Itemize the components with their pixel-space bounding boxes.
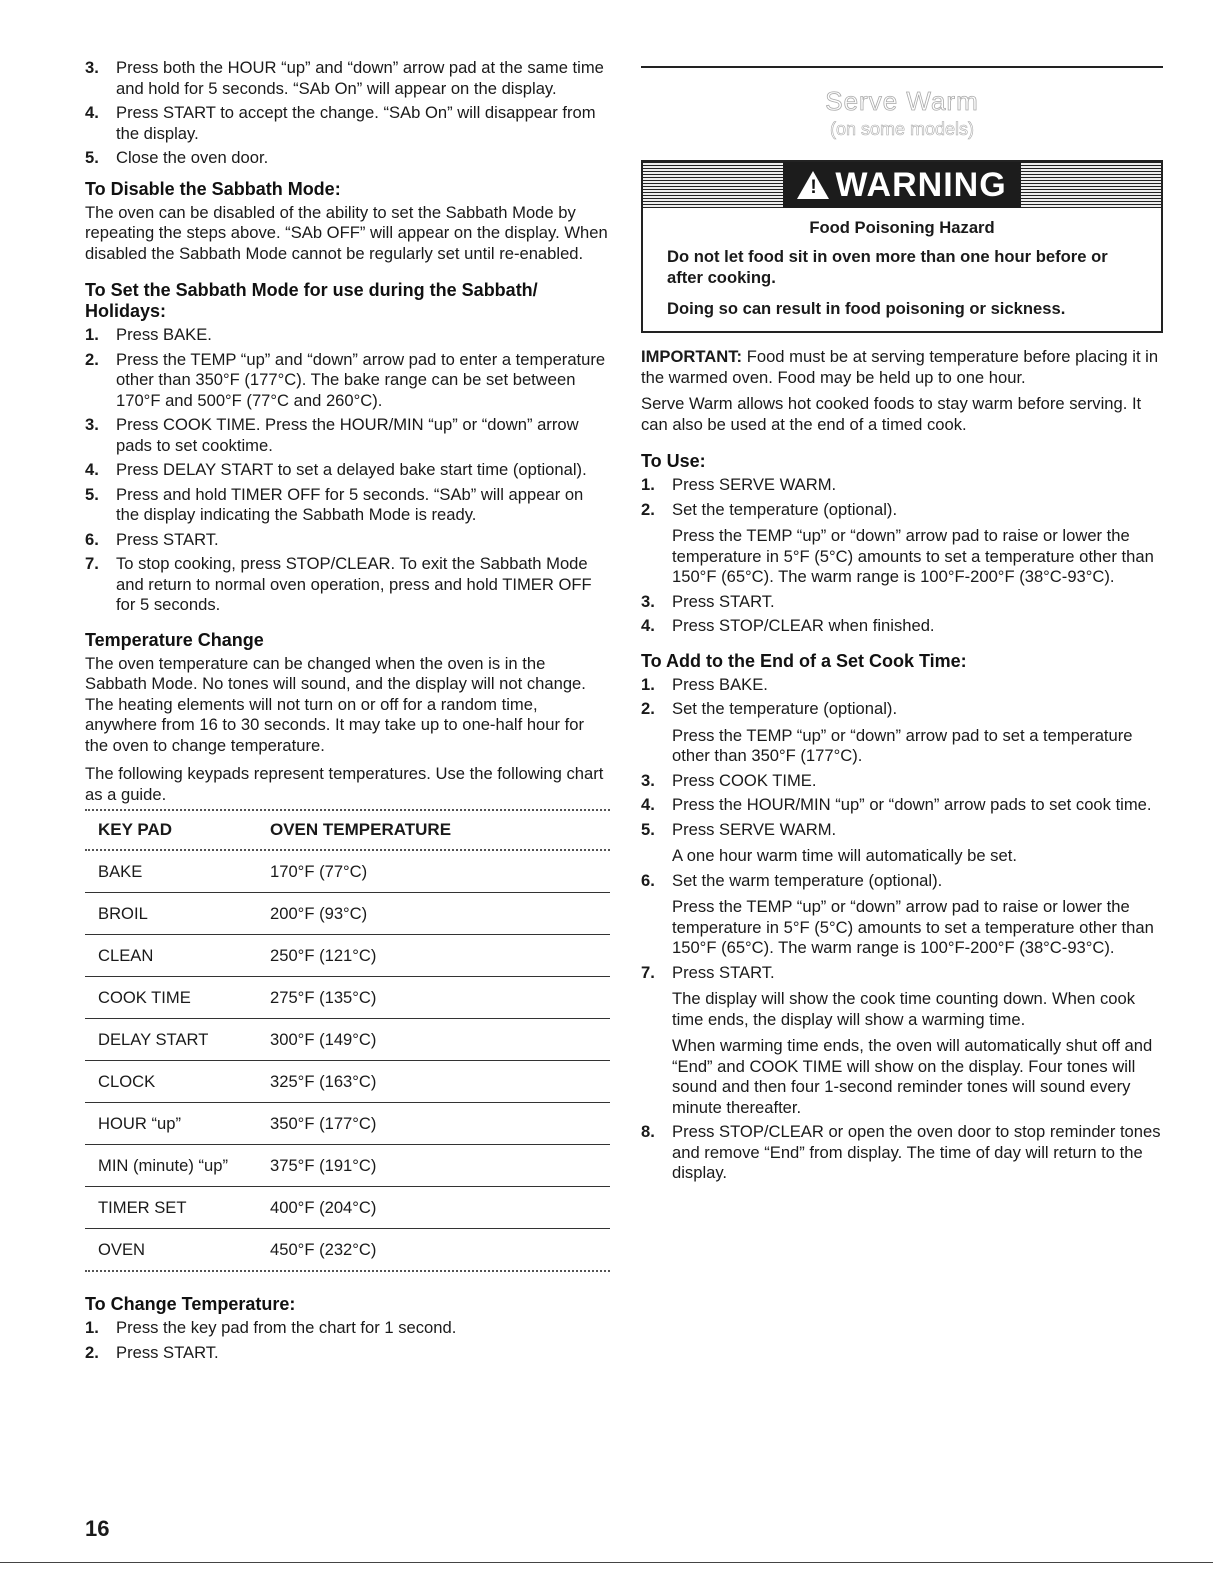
step-item <box>85 415 610 456</box>
temp-change-text: The oven temperature can be changed when the oven is in the Sabbath Mode. No tones will sound, and the display will not change. The heating elements will not turn on or off for a random time, anywhere from 16 to 30 seconds. It may take up to one-half hour for the oven to change temperature. <box>85 653 586 755</box>
step-text: Set the temperature (optional). <box>672 699 898 718</box>
temperature-cell: 325°F (163°C) <box>270 1071 377 1091</box>
col-temperature-header: OVEN TEMPERATURE <box>270 820 452 839</box>
temp-chart-intro: The following keypads represent temperatures. Use the following chart as a guide. <box>85 764 604 804</box>
col-keypad-header: KEY PAD <box>98 820 173 839</box>
set-mode-steps <box>85 325 610 616</box>
bottom-rule <box>0 1562 1213 1563</box>
step-text: Press SERVE WARM. <box>672 819 837 839</box>
step-text: Press the key pad from the chart for 1 second. <box>116 1318 457 1337</box>
step-number: 7. <box>85 554 99 573</box>
temperature-cell: 400°F (204°C) <box>270 1197 377 1217</box>
step-number: 3. <box>85 58 99 77</box>
to-use-heading: To Use: <box>641 451 706 471</box>
step-item <box>85 148 610 169</box>
step-number: 1. <box>641 475 655 494</box>
section-rule <box>641 66 1163 68</box>
temperature-cell: 450°F (232°C) <box>270 1239 377 1259</box>
step-text: Press COOK TIME. Press the HOUR/MIN “up” or “down” arrow pads to set cooktime. <box>116 415 579 455</box>
step-item <box>85 103 610 144</box>
step-text: Press BAKE. <box>672 674 768 694</box>
step-text: Press STOP/CLEAR when finished. <box>672 616 935 635</box>
change-temp-steps <box>85 1318 610 1363</box>
step-text: Press the TEMP “up” and “down” arrow pad to enter a temperature other than 350°F (177°C). The bake range can be set between 170°F and 500°F (77°C and 260°C). <box>116 349 606 410</box>
set-mode-heading: To Set the Sabbath Mode for use during the Sabbath/ Holidays: <box>85 280 538 321</box>
important-text: Food must be at serving temperature before placing it in the warmed oven. Food may be held up to one hour. <box>641 347 1159 387</box>
step-number: 2. <box>641 499 655 519</box>
temperature-cell: 300°F (149°C) <box>270 1029 377 1049</box>
step-text: Press COOK TIME. <box>672 770 817 790</box>
step-number: 8. <box>641 1122 655 1141</box>
step-text: Press the HOUR/MIN “up” or “down” arrow pads to set cook time. <box>672 795 1152 814</box>
table-row <box>85 1061 610 1103</box>
keypad-temperature-table <box>85 809 610 1272</box>
step-number: 5. <box>85 484 99 504</box>
temperature-cell: 200°F (93°C) <box>270 903 368 923</box>
step-item <box>85 58 610 99</box>
step-item <box>85 350 610 412</box>
important-label: IMPORTANT: <box>641 347 743 366</box>
warning-banner <box>643 162 1161 208</box>
step-item <box>85 530 610 551</box>
serve-warm-intro: Serve Warm allows hot cooked foods to stay warm before serving. It can also be used at the end of a timed cook. <box>641 394 1142 434</box>
table-body <box>85 851 610 1272</box>
step-number: 3. <box>85 415 99 434</box>
step-item <box>641 699 1163 767</box>
keypad-cell: CLOCK <box>98 1071 156 1091</box>
step-text: Close the oven door. <box>116 148 269 167</box>
table-row <box>85 1103 610 1145</box>
warning-line-1: Do not let food sit in oven more than one hour before or after cooking. <box>667 247 1108 287</box>
step-item <box>85 1343 610 1364</box>
step-number: 1. <box>85 325 99 344</box>
step-text: Press BAKE. <box>116 325 212 344</box>
step-number: 3. <box>641 591 655 611</box>
keypad-cell: BAKE <box>98 861 143 881</box>
table-row <box>85 893 610 935</box>
table-row <box>85 851 610 893</box>
step-item <box>641 963 1163 1119</box>
step-item <box>85 1318 610 1339</box>
step-number: 4. <box>85 103 99 122</box>
step-text: Press START. <box>672 962 775 982</box>
step-number: 4. <box>85 460 99 479</box>
step-item <box>85 485 610 526</box>
step-text: Press DELAY START to set a delayed bake start time (optional). <box>116 460 587 479</box>
step-item <box>641 500 1163 588</box>
table-row <box>85 1187 610 1229</box>
step-number: 1. <box>85 1318 99 1337</box>
table-header <box>85 809 610 851</box>
table-row <box>85 1019 610 1061</box>
step-detail: Press the TEMP “up” or “down” arrow pad to raise or lower the temperature in 5°F (5°C) amounts to set a temperature other than 150°F (65°C). The warm range is 100°F-200°F (38°C-93°C). <box>672 526 1154 586</box>
add-end-steps <box>641 675 1163 1184</box>
table-row <box>85 977 610 1019</box>
keypad-cell: TIMER SET <box>98 1197 187 1217</box>
step-item <box>641 795 1163 816</box>
step-item <box>641 820 1163 867</box>
step-item <box>641 592 1163 613</box>
temperature-cell: 350°F (177°C) <box>270 1113 377 1133</box>
step-number: 4. <box>641 795 655 814</box>
left-column <box>85 58 610 1367</box>
table-row <box>85 1145 610 1187</box>
step-text: Press START. <box>672 591 775 611</box>
table-row <box>85 1229 610 1272</box>
step-number: 4. <box>641 616 655 635</box>
step-item <box>641 475 1163 496</box>
keypad-cell: OVEN <box>98 1239 146 1259</box>
warning-triangle-icon <box>797 171 829 199</box>
warning-box <box>641 160 1163 333</box>
step-text: Press START. <box>116 1342 219 1362</box>
step-text: Press both the HOUR “up” and “down” arrow pad at the same time and hold for 5 seconds. “SAb On” will appear on the display. <box>116 58 604 98</box>
step-item <box>641 675 1163 696</box>
step-number: 6. <box>85 529 99 549</box>
step-text: Set the temperature (optional). <box>672 499 898 519</box>
step-number: 3. <box>641 770 655 790</box>
temperature-cell: 250°F (121°C) <box>270 945 377 965</box>
keypad-cell: BROIL <box>98 903 148 923</box>
step-text: Press STOP/CLEAR or open the oven door to stop reminder tones and remove “End” from display. The time of day will return to the display. <box>672 1122 1161 1182</box>
step-text: Press and hold TIMER OFF for 5 seconds. “SAb” will appear on the display indicating the Sabbath Mode is ready. <box>116 484 584 524</box>
step-number: 1. <box>641 674 655 694</box>
step-number: 2. <box>641 699 655 718</box>
step-item <box>85 554 610 616</box>
step-detail: The display will show the cook time counting down. When cook time ends, the display will show a warming time. <box>672 989 1136 1029</box>
keypad-cell: DELAY START <box>98 1029 209 1049</box>
warning-word: WARNING <box>835 165 1007 204</box>
temperature-cell: 275°F (135°C) <box>270 987 377 1007</box>
to-use-steps <box>641 475 1163 637</box>
right-column <box>641 66 1163 1188</box>
step-item <box>641 616 1163 637</box>
temperature-cell: 170°F (77°C) <box>270 861 368 881</box>
table-row <box>85 935 610 977</box>
keypad-cell: HOUR “up” <box>98 1113 181 1133</box>
keypad-cell: COOK TIME <box>98 987 191 1007</box>
step-number: 5. <box>85 148 99 167</box>
temp-change-heading: Temperature Change <box>85 629 264 650</box>
temperature-cell: 375°F (191°C) <box>270 1155 377 1175</box>
step-number: 5. <box>641 819 655 839</box>
serve-warm-title: Serve Warm <box>825 86 979 116</box>
disable-text: The oven can be disabled of the ability to set the Sabbath Mode by repeating the steps above. “SAb OFF” will appear on the display. When disabled the Sabbath Mode cannot be regularly set until re-enabled. <box>85 202 608 263</box>
step-detail: A one hour warm time will automatically be set. <box>672 846 1017 865</box>
warning-hazard: Food Poisoning Hazard <box>809 218 995 237</box>
change-temp-heading: To Change Temperature: <box>85 1294 296 1314</box>
keypad-cell: CLEAN <box>98 945 154 965</box>
step-item <box>641 871 1163 959</box>
step-detail: Press the TEMP “up” or “down” arrow pad to raise or lower the temperature in 5°F (5°C) amounts to set a temperature other than 150°F (65°C). The warm range is 100°F-200°F (38°C-93°C). <box>672 897 1154 957</box>
step-text: Press START. <box>116 529 219 549</box>
step-detail: When warming time ends, the oven will automatically shut off and “End” and COOK TIME will show on the display. Four tones will sound and then four 1-second reminder tones will sound every minute thereafter. <box>672 1036 1153 1117</box>
keypad-cell: MIN (minute) “up” <box>98 1155 229 1175</box>
step-item <box>85 325 610 346</box>
page-number: 16 <box>85 1516 110 1541</box>
add-end-heading: To Add to the End of a Set Cook Time: <box>641 650 967 671</box>
step-text: Set the warm temperature (optional). <box>672 870 943 890</box>
step-number: 6. <box>641 870 655 890</box>
step-text: Press START to accept the change. “SAb On” will disappear from the display. <box>116 103 596 143</box>
step-detail: Press the TEMP “up” or “down” arrow pad to set a temperature other than 350°F (177°C). <box>672 725 1133 765</box>
important-note <box>641 347 1163 388</box>
serve-warm-subtitle: (on some models) <box>829 119 975 139</box>
step-text: Press SERVE WARM. <box>672 475 837 494</box>
warning-line-2: Doing so can result in food poisoning or sickness. <box>667 299 1066 318</box>
step-item <box>641 771 1163 792</box>
disable-heading: To Disable the Sabbath Mode: <box>85 178 341 199</box>
intro-steps <box>85 58 610 169</box>
step-item <box>85 460 610 481</box>
step-number: 2. <box>85 349 99 369</box>
step-text: To stop cooking, press STOP/CLEAR. To exit the Sabbath Mode and return to normal oven operation, press and hold TIMER OFF for 5 seconds. <box>116 554 592 614</box>
step-item <box>641 1122 1163 1184</box>
step-number: 7. <box>641 962 655 982</box>
step-number: 2. <box>85 1342 99 1362</box>
